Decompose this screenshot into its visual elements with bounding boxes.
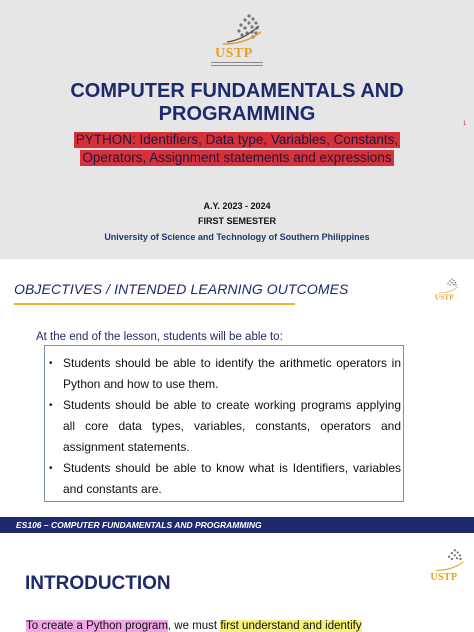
introduction-slide [0,540,474,632]
title-slide [0,0,474,259]
subtitle-line-1: PYTHON: Identifiers, Data type, Variables, Constants, [75,132,399,147]
footer-course-label: ES106 – COMPUTER FUNDAMENTALS AND PROGRAMMING [16,520,262,530]
text-plain: , we must [167,620,221,632]
objectives-title: OBJECTIVES / INTENDED LEARNING OUTCOMES [14,281,349,297]
side-mark: 1 [463,121,467,127]
globe-icon [426,546,466,575]
highlight-yellow: first understand and identify [220,620,362,632]
ustp-logo-small [426,546,466,591]
logo-text: USTP [430,571,458,583]
bullet-icon: • [49,463,53,474]
objective-item [49,458,401,500]
objective-text: Students should be able to identify the arithmetic operators in Python and how to use them. [63,356,401,391]
slide-footer [0,517,474,533]
objectives-intro: At the end of the lesson, students will be able to: [36,331,283,343]
logo-text: USTP [435,294,454,302]
objectives-list [49,353,401,500]
introduction-title: INTRODUCTION [25,573,171,594]
subtitle-line-2: Operators, Assignment statements and expressions [82,150,392,165]
ustp-logo-small [432,276,460,307]
course-title: COMPUTER FUNDAMENTALS AND PROGRAMMING [70,80,404,125]
objectives-box [44,345,404,502]
objective-text: Students should be able to create working programs applying all core data types, variables, constants, operators and assignment statements. [63,398,401,454]
logo-tagline [211,62,263,69]
lesson-subtitle [0,131,474,167]
ustp-logo [209,10,265,72]
title-underline [14,303,295,305]
academic-year: A.Y. 2023 - 2024 [203,201,271,211]
introduction-text [26,620,362,632]
objectives-slide [0,266,474,533]
logo-text: USTP [215,46,253,61]
objective-text: Students should be able to know what is Identifiers, variables and constants are. [63,461,401,496]
bullet-icon: • [49,358,53,369]
highlight-pink: To create a Python program [26,620,168,632]
semester: FIRST SEMESTER [197,216,276,226]
bullet-icon: • [49,400,53,411]
globe-icon [432,276,460,296]
globe-icon [209,10,265,50]
objective-item [49,353,401,395]
objective-item [49,395,401,458]
university-name: University of Science and Technology of Southern Philippines [104,232,370,242]
